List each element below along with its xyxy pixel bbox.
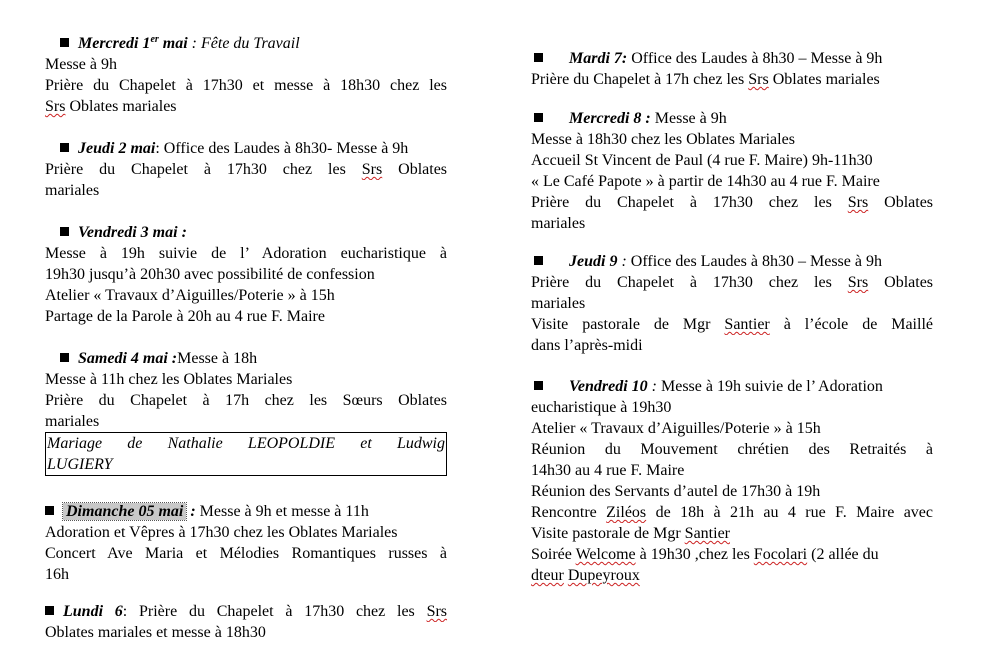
entry-heading [45,222,447,243]
square-bullet-icon [60,38,69,47]
square-bullet-icon [45,606,54,615]
day-label: Mardi 7: [569,50,628,67]
entry-line: Atelier « Travaux d’Aiguilles/Poterie » à 15h [45,287,335,304]
entry-vendredi-3 [45,222,447,327]
entry-samedi-4 [45,348,447,476]
entry-heading: Jeudi 9 : Office des Laudes à 8h30 – Messe à 9h [531,251,933,272]
day-label: Vendredi 3 mai : [78,224,187,241]
wedding-announcement-box [45,432,447,476]
square-bullet-icon [534,53,543,62]
entry-line: Partage de la Parole à 20h au 4 rue F. Maire [45,308,325,325]
entry-heading [45,33,447,54]
entry-heading [45,348,447,369]
entry-line: Prière du Chapelet à 17h30 et messe à 18h30 chez les [45,77,447,94]
entry-heading [45,138,447,159]
entry-lundi-6 [45,601,447,643]
entry-line: Atelier « Travaux d’Aiguilles/Poterie » à 15h [531,420,821,437]
flagged-word: Srs [361,161,383,178]
flagged-word: dteur [531,567,564,584]
flagged-word: Srs [45,98,66,115]
entry-line: Oblates mariales et messe à 18h30 [45,624,266,641]
entry-line: Visite pastorale de Mgr Santier [531,525,730,542]
entry-dimanche-5 [45,501,447,585]
square-bullet-icon [534,381,543,390]
entry-heading: Lundi 6: Prière du Chapelet à 17h30 chez les Srs [45,601,447,622]
square-bullet-icon [534,113,543,122]
entry-line: Visite pastorale de Mgr Santier à l’école de Maillé [531,316,933,333]
flagged-word: Welcome [575,546,636,563]
entry-line: mariales [45,182,100,199]
entry-line: Srs Oblates mariales [45,98,177,115]
entry-line: Prière du Chapelet à 17h30 chez les Srs Oblates [531,274,933,291]
entry-line: Réunion des Servants d’autel de 17h30 à 19h [531,483,821,500]
entry-line: LUGIERY [47,456,113,473]
flagged-word: Santier [684,525,730,542]
day-label: Lundi 6 [63,603,123,620]
entry-line: Adoration et Vêpres à 17h30 chez les Oblates Mariales [45,524,398,541]
entry-line: Réunion du Mouvement chrétien des Retraités à [531,441,933,458]
flagged-word: Ziléos [606,504,647,521]
entry-line: Mariage de Nathalie LEOPOLDIE et Ludwig [47,435,445,452]
entry-line: 19h30 jusqu’à 20h30 avec possibilité de confession [45,266,375,283]
entry-line: Prière du Chapelet à 17h30 chez les Srs Oblates [45,161,447,178]
day-label: Mercredi 8 : [569,110,651,127]
entry-line: Messe à 19h suivie de l’ Adoration eucharistique à [45,245,447,262]
entry-line: « Le Café Papote » à partir de 14h30 au 4 rue F. Maire [531,173,880,190]
entry-jeudi-2 [45,138,447,201]
entry-line: Messe à 11h chez les Oblates Mariales [45,371,293,388]
square-bullet-icon [60,227,69,236]
entry-line: eucharistique à 19h30 [531,399,672,416]
entry-line: Soirée Welcome à 19h30 ,chez les Focolari (2 allée du [531,546,879,563]
entry-line: mariales [531,215,586,232]
entry-line: Prière du Chapelet à 17h chez les Sœurs Oblates [45,392,447,409]
square-bullet-icon [45,506,54,515]
day-label: Vendredi 10 [569,378,648,395]
entry-line: Messe à 9h [45,56,117,73]
flagged-word: Srs [748,71,769,88]
entry-line: Messe à 18h30 chez les Oblates Mariales [531,131,795,148]
flagged-word: Srs [847,274,869,291]
square-bullet-icon [60,143,69,152]
entry-text: Messe à 9h et messe à 11h [195,503,369,520]
entry-heading: Dimanche 05 mai : Messe à 9h et messe à 11h [45,501,447,522]
entry-line: Prière du Chapelet à 17h chez les Srs Oblates mariales [531,71,880,88]
flagged-word: Srs [847,194,869,211]
entry-line: Prière du Chapelet à 17h30 chez les Srs Oblates [531,194,933,211]
entry-text: Messe à 18h [177,350,258,367]
entry-heading: Mercredi 8 : Messe à 9h [531,108,933,129]
entry-text: : Office des Laudes à 8h30- Messe à 9h [155,140,409,157]
square-bullet-icon [534,256,543,265]
entry-line: Concert Ave Maria et Mélodies Romantiques russes à [45,545,447,562]
entry-heading: Mardi 7: Office des Laudes à 8h30 – Messe à 9h [531,48,933,69]
day-title: : Fête du Travail [187,35,300,52]
day-label: Samedi 4 mai : [78,350,178,367]
entry-line [531,565,933,586]
entry-line: mariales [45,413,100,430]
entry-jeudi-9 [531,251,933,356]
entry-line: 16h [45,566,69,583]
entry-line: mariales [531,295,586,312]
flagged-word: Santier [724,316,770,333]
entry-mercredi-1 [45,33,447,117]
flagged-word: Focolari [753,546,808,563]
flagged-word: Dupeyroux [567,567,640,584]
entry-vendredi-10 [531,376,933,586]
square-bullet-icon [60,353,69,362]
entry-line: Rencontre Ziléos de 18h à 21h au 4 rue F. Maire avec [531,504,933,521]
day-label: Jeudi 9 [569,253,618,270]
entry-line: 14h30 au 4 rue F. Maire [531,462,685,479]
flagged-word: Srs [426,603,447,620]
day-label: Mercredi 1er mai [78,34,188,52]
day-label: Jeudi 2 mai [78,140,156,157]
entry-mardi-7 [531,48,933,90]
entry-line: Accueil St Vincent de Paul (4 rue F. Maire) 9h-11h30 [531,152,873,169]
entry-mercredi-8 [531,108,933,234]
day-label-highlighted: Dimanche 05 mai [63,503,186,520]
entry-heading: Vendredi 10 : Messe à 19h suivie de l’ Adoration [531,376,933,397]
entry-line: dans l’après-midi [531,337,643,354]
